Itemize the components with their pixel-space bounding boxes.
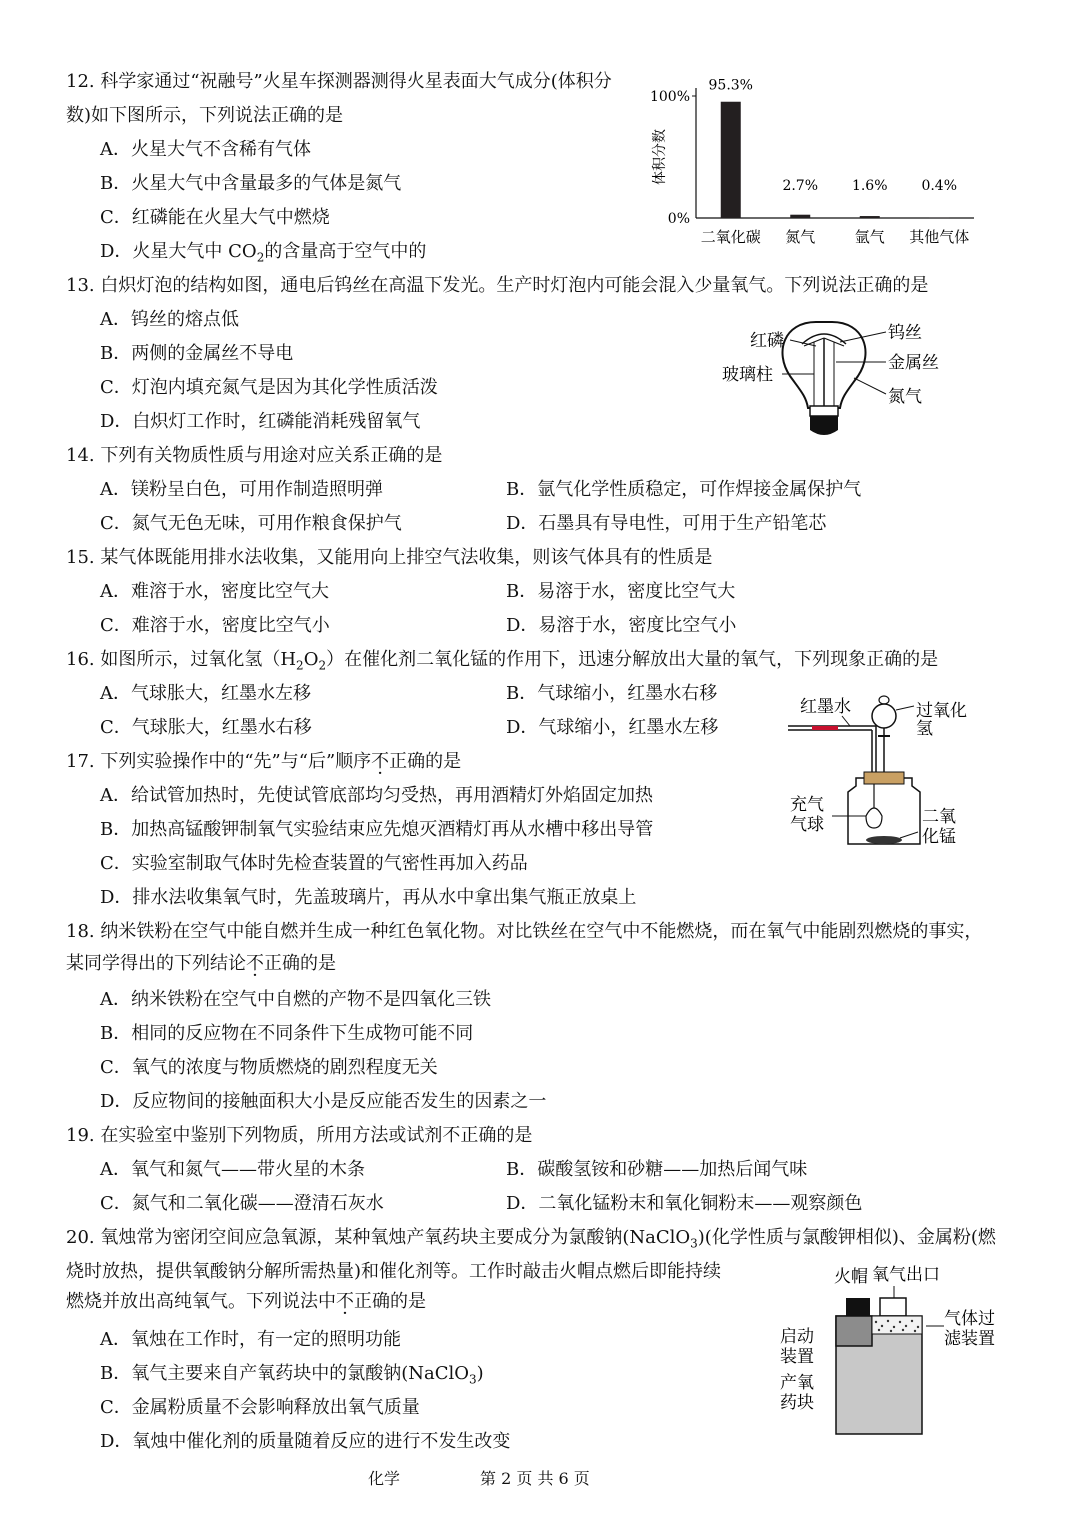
label-oxygen-block-2: 药块	[780, 1393, 814, 1413]
x-tick-label: 氩气	[854, 228, 885, 246]
bar-value-label: 1.6%	[851, 178, 888, 194]
x-tick-label: 氮气	[785, 228, 816, 246]
label-metal-wire: 金属丝	[888, 353, 939, 373]
q20-option-c: C．金属粉质量不会影响释放出氧气质量	[100, 1397, 420, 1418]
q18-option-d: D．反应物间的接触面积大小是反应能否发生的因素之一	[100, 1091, 547, 1112]
q16-option-a: A．气球胀大，红墨水左移	[100, 683, 311, 704]
y-axis-label: 体积分数	[652, 129, 668, 185]
x-tick-label: 二氧化碳	[700, 228, 761, 246]
q14-stem: 14. 下列有关物质性质与用途对应关系正确的是	[66, 445, 443, 466]
x-tick-label: 其他气体	[909, 228, 970, 246]
q13-option-b: B．两侧的金属丝不导电	[100, 343, 294, 364]
bar-value-label: 95.3%	[708, 77, 753, 94]
q16-option-b: B．气球缩小，红墨水右移	[506, 683, 718, 704]
label-red-phosphorus: 红磷	[750, 331, 784, 351]
label-hydrogen-peroxide-1: 过氧化	[916, 701, 967, 721]
label-glass-column: 玻璃柱	[722, 365, 773, 385]
q14-option-d: D．石墨具有导电性，可用于生产铅笔芯	[506, 513, 827, 534]
oxygen-candle-diagram	[776, 1262, 1006, 1438]
q14-option-b: B．氩气化学性质稳定，可作焊接金属保护气	[506, 479, 862, 500]
q19-option-d: D．二氧化锰粉末和氧化铜粉末——观察颜色	[506, 1193, 863, 1214]
q14-option-a: A．镁粉呈白色，可用作制造照明弹	[100, 479, 383, 500]
q20-stem-line1: 20. 氧烛常为密闭空间应急氧源，某种氧烛产氧药块主要成分为氯酸钠(NaClO$_3$)(化学性质与氯酸钾相似)、金属粉(燃	[66, 1227, 996, 1251]
q19-option-b: B．碳酸氢铵和砂糖——加热后闻气味	[506, 1159, 808, 1180]
q18-option-a: A．纳米铁粉在空气中自燃的产物不是四氧化三铁	[100, 989, 491, 1010]
q12-option-a: A．火星大气不含稀有气体	[100, 139, 311, 160]
label-hydrogen-peroxide-2: 氢	[916, 719, 933, 739]
label-mno2-2: 化锰	[922, 827, 956, 847]
q15-option-d: D．易溶于水，密度比空气小	[506, 615, 737, 636]
q20-option-b: B．氧气主要来自产氧药块中的氯酸钠(NaClO$_3$)	[100, 1363, 484, 1387]
q18-option-c: C．氧气的浓度与物质燃烧的剧烈程度无关	[100, 1057, 438, 1078]
label-fire-cap: 火帽	[834, 1267, 868, 1287]
q15-option-c: C．难溶于水，密度比空气小	[100, 615, 330, 636]
q14-option-c: C．氮气无色无味，可用作粮食保护气	[100, 513, 402, 534]
label-gas-filter-2: 滤装置	[944, 1329, 995, 1349]
q12-stem-line1: 12. 科学家通过“祝融号”火星车探测器测得火星表面大气成分(体积分	[66, 71, 612, 92]
q18-option-b: B．相同的反应物在不同条件下生成物可能不同	[100, 1023, 474, 1044]
y-tick-label-bottom: 0%	[667, 211, 690, 227]
bar	[721, 102, 741, 218]
bar	[929, 218, 949, 219]
label-oxygen-block-1: 产氧	[780, 1373, 814, 1393]
mars-atmosphere-bar-chart	[640, 66, 990, 256]
bar-value-label: 0.4%	[921, 178, 958, 194]
label-starter-1: 启动	[780, 1327, 814, 1347]
q13-option-d: D．白炽灯工作时，红磷能消耗残留氧气	[100, 411, 421, 432]
label-red-ink: 红墨水	[800, 697, 851, 717]
bar-value-label: 2.7%	[782, 178, 819, 194]
q15-option-a: A．难溶于水，密度比空气大	[100, 581, 329, 602]
q16-option-d: D．气球缩小，红墨水左移	[506, 717, 719, 738]
bar	[860, 216, 880, 218]
q20-option-a: A．氧烛在工作时，有一定的照明功能	[100, 1329, 401, 1350]
q19-option-c: C．氮气和二氧化碳——澄清石灰水	[100, 1193, 384, 1214]
q17-option-b: B．加热高锰酸钾制氧气实验结束应先熄灭酒精灯再从水槽中移出导管	[100, 819, 654, 840]
label-tungsten: 钨丝	[888, 323, 922, 343]
q20-stem-line2: 烧时放热，提供氧酸钠分解所需热量)和催化剂等。工作时敲击火帽点燃后即能持续	[66, 1261, 722, 1282]
q12-stem-line2: 数)如下图所示，下列说法正确的是	[66, 105, 344, 126]
y-tick-label-top: 100%	[649, 89, 690, 105]
q13-option-c: C．灯泡内填充氮气是因为其化学性质活泼	[100, 377, 438, 398]
label-starter-2: 装置	[780, 1347, 814, 1367]
q17-option-a: A．给试管加热时，先使试管底部均匀受热，再用酒精灯外焰固定加热	[100, 785, 653, 806]
label-oxygen-outlet: 氧气出口	[872, 1265, 940, 1285]
q12-option-d: D．火星大气中 $CO_2$的含量高于空气中的	[100, 241, 427, 265]
label-balloon-2: 气球	[790, 815, 824, 835]
q17-stem: 17. 下列实验操作中的“先”与“后”顺序不正确的是	[66, 751, 462, 772]
q19-stem: 19. 在实验室中鉴别下列物质，所用方法或试剂不正确的是	[66, 1125, 533, 1146]
q15-stem: 15. 某气体既能用排水法收集，又能用向上排空气法收集，则该气体具有的性质是	[66, 547, 713, 568]
q20-stem-line3: 燃烧并放出高纯氧气。下列说法中不正确的是	[66, 1291, 426, 1312]
bar	[790, 215, 810, 218]
hydrogen-peroxide-apparatus-diagram	[784, 682, 984, 852]
q17-option-d: D．排水法收集氧气时，先盖玻璃片，再从水中拿出集气瓶正放桌上	[100, 887, 637, 908]
q18-stem-line2: 某同学得出的下列结论不正确的是	[66, 953, 336, 974]
q17-option-c: C．实验室制取气体时先检查装置的气密性再加入药品	[100, 853, 528, 874]
q16-stem: 16. 如图所示，过氧化氢$(H_2O_2)$在催化剂二氧化锰的作用下，迅速分解放出大量的氧气，下列现象正确的是	[66, 649, 939, 673]
q13-stem: 13. 白炽灯泡的结构如图，通电后钨丝在高温下发光。生产时灯泡内可能会混入少量氧气。下列说法正确的是	[66, 275, 929, 296]
footer-subject: 化学	[368, 1469, 401, 1488]
label-balloon-1: 充气	[790, 795, 824, 815]
q12-option-c: C．红磷能在火星大气中燃烧	[100, 207, 330, 228]
q13-option-a: A．钨丝的熔点低	[100, 309, 239, 330]
q15-option-b: B．易溶于水，密度比空气大	[506, 581, 736, 602]
label-mno2-1: 二氧	[922, 807, 956, 827]
label-gas-filter-1: 气体过	[944, 1309, 995, 1329]
q12-option-b: B．火星大气中含量最多的气体是氮气	[100, 173, 402, 194]
q20-option-d: D．氧烛中催化剂的质量随着反应的进行不发生改变	[100, 1431, 511, 1452]
label-nitrogen: 氮气	[888, 387, 922, 407]
q16-option-c: C．气球胀大，红墨水右移	[100, 717, 312, 738]
q18-stem-line1: 18. 纳米铁粉在空气中能自燃并生成一种红色氧化物。对比铁丝在空气中不能燃烧，而在氧气中能剧烈燃烧的事实，	[66, 921, 983, 942]
footer-page-number: 第 2 页 共 6 页	[480, 1469, 590, 1488]
light-bulb-diagram	[716, 318, 956, 442]
q19-option-a: A．氧气和氮气——带火星的木条	[100, 1159, 365, 1180]
